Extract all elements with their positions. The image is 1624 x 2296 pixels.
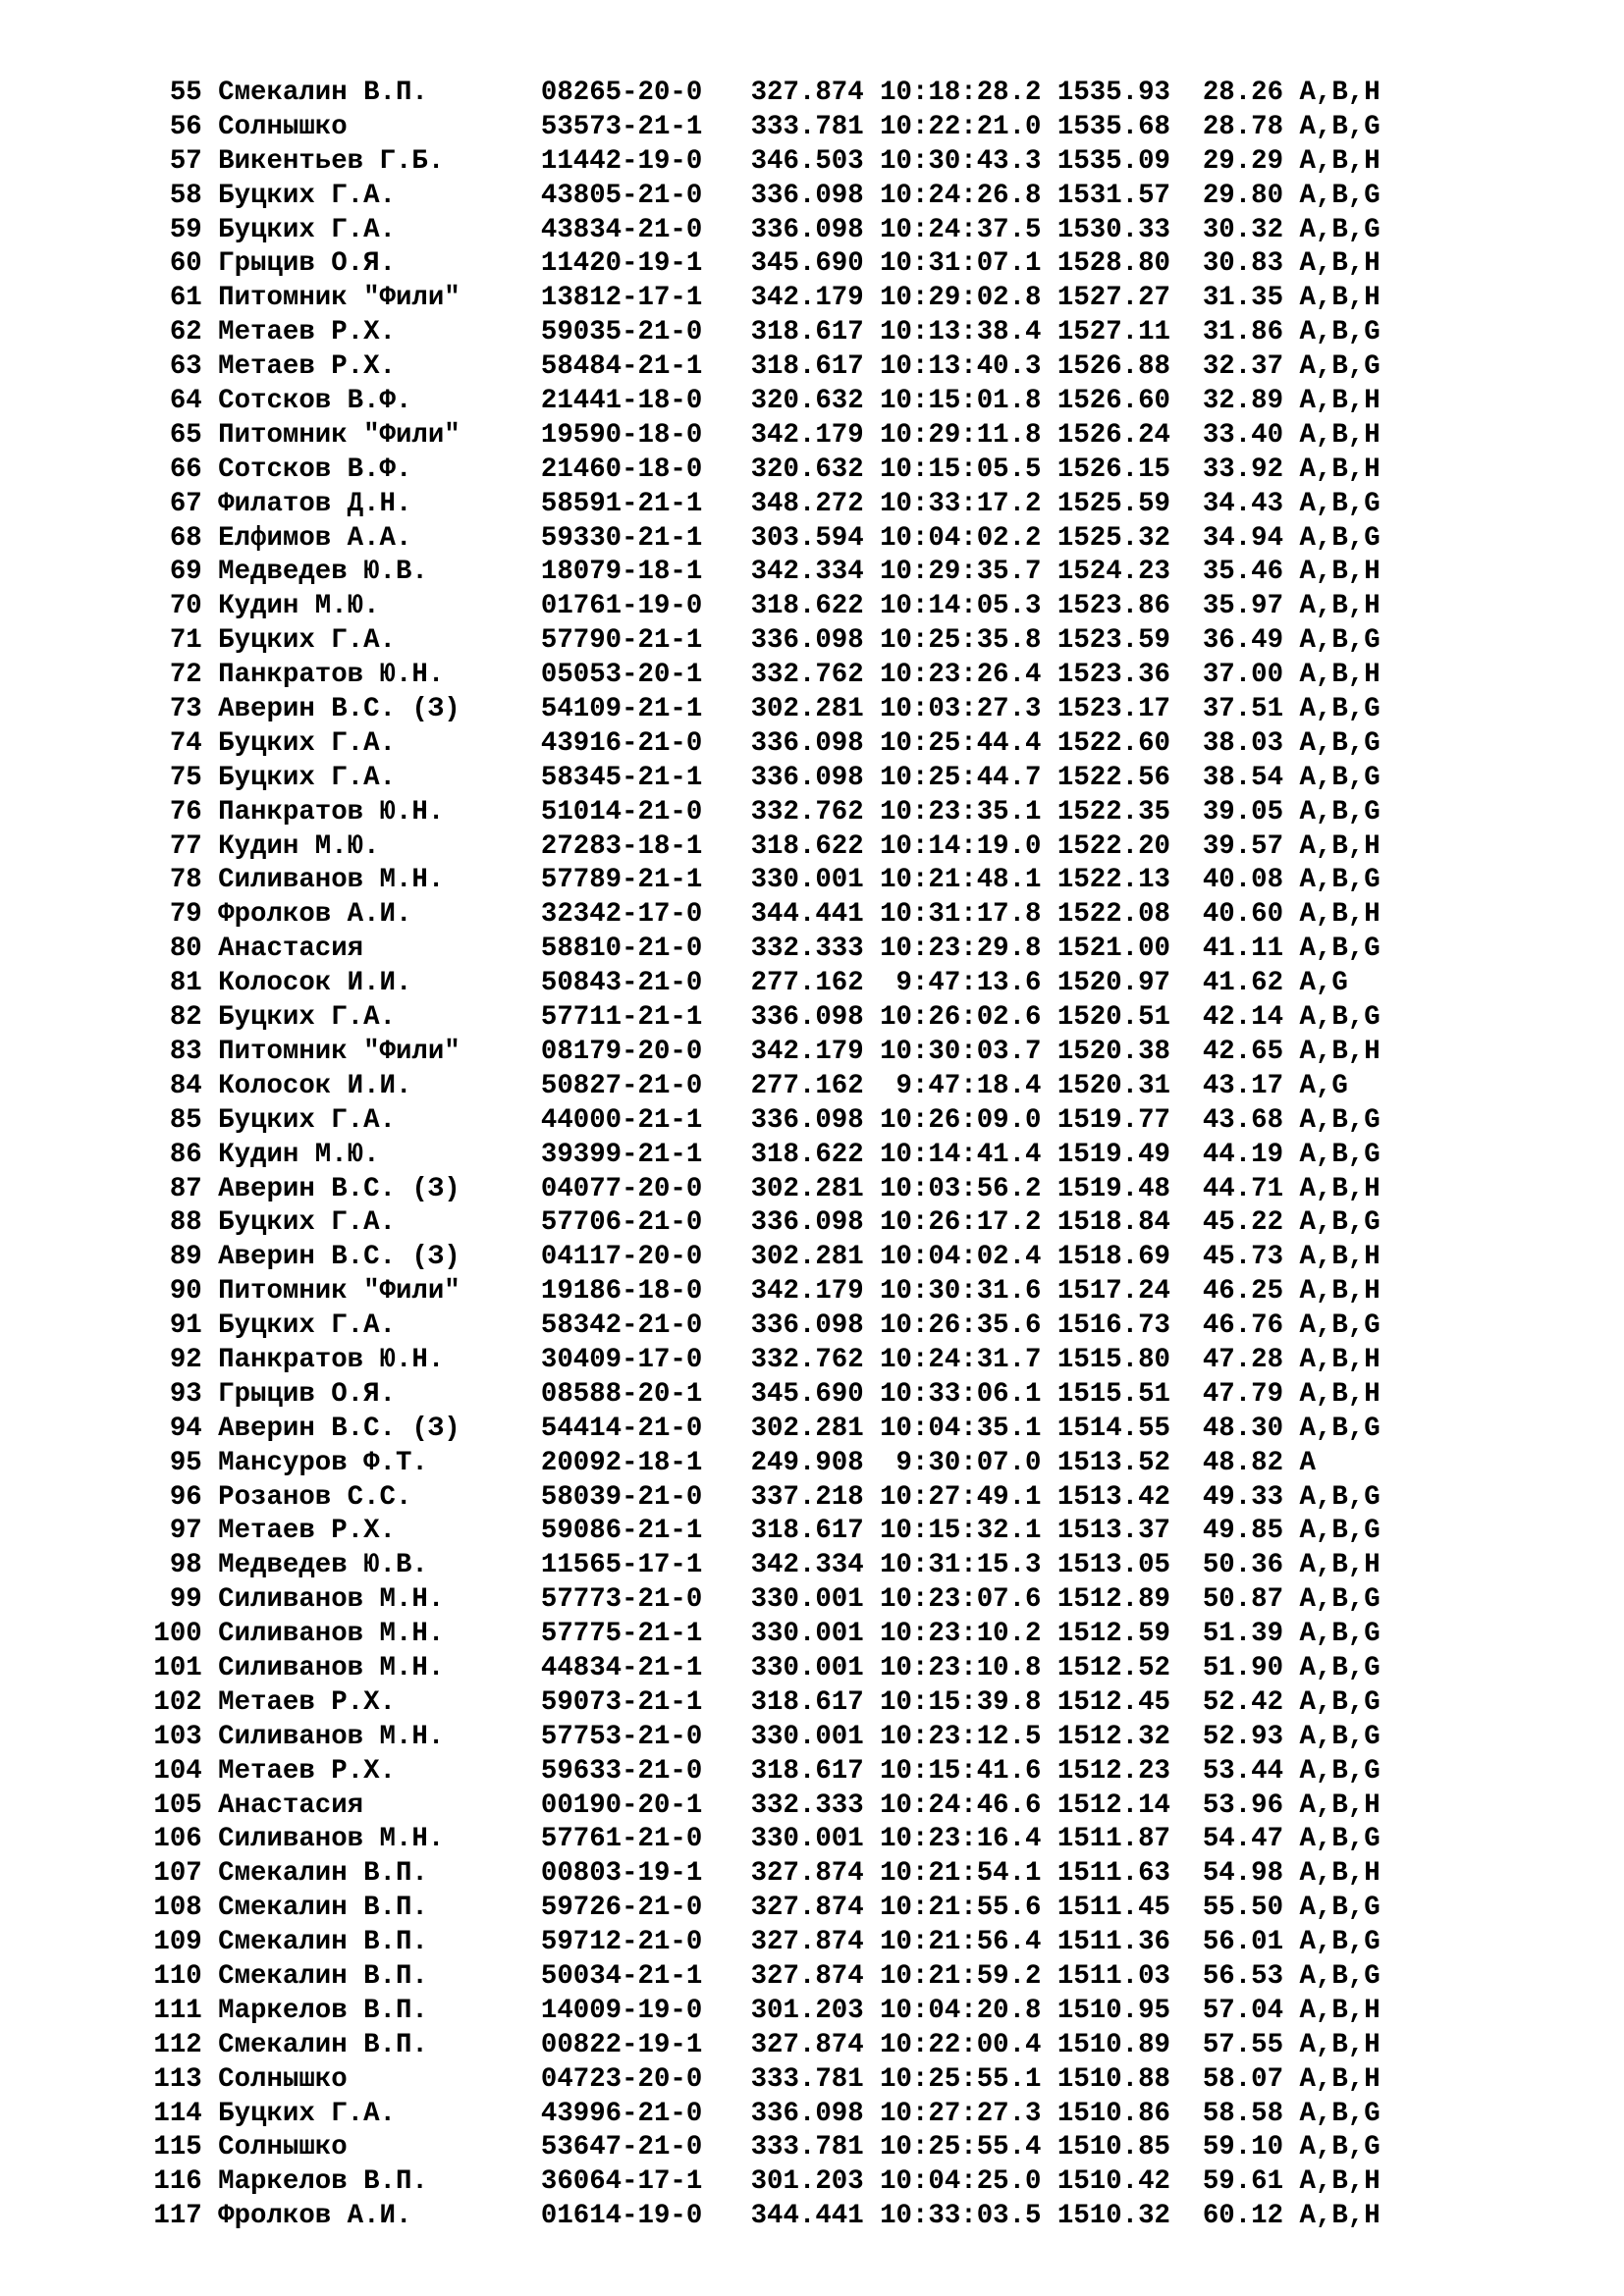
table-row: 73 Аверин В.С. (З) 54109-21-1 302.281 10:03:27.3 1523.17 37.51 A,B,G: [137, 694, 1380, 725]
table-row: 76 Панкратов Ю.Н. 51014-21-0 332.762 10:23:35.1 1522.35 39.05 A,B,G: [137, 796, 1380, 828]
table-row: 66 Сотсков В.Ф. 21460-18-0 320.632 10:15:05.5 1526.15 33.92 A,B,H: [137, 454, 1380, 485]
table-row: 79 Фролков А.И. 32342-17-0 344.441 10:31:17.8 1522.08 40.60 A,B,H: [137, 899, 1380, 931]
table-row: 97 Метаев Р.Х. 59086-21-1 318.617 10:15:32.1 1513.37 49.85 A,B,G: [137, 1516, 1380, 1547]
table-row: 84 Колосок И.И. 50827-21-0 277.162 9:47:18.4 1520.31 43.17 A,G: [137, 1070, 1348, 1101]
table-row: 106 Силиванов М.Н. 57761-21-0 330.001 10:23:16.4 1511.87 54.47 A,B,G: [137, 1824, 1380, 1855]
table-row: 112 Смекалин В.П. 00822-19-1 327.874 10:22:00.4 1510.89 57.55 A,B,H: [137, 2029, 1380, 2060]
table-row: 80 Анастасия 58810-21-0 332.333 10:23:29.8 1521.00 41.11 A,B,G: [137, 934, 1380, 965]
table-row: 57 Викентьев Г.Б. 11442-19-0 346.503 10:30:43.3 1535.09 29.29 A,B,H: [137, 145, 1380, 177]
table-row: 90 Питомник "Фили" 19186-18-0 342.179 10:30:31.6 1517.24 46.25 A,B,H: [137, 1276, 1380, 1308]
table-row: 65 Питомник "Фили" 19590-18-0 342.179 10:29:11.8 1526.24 33.40 A,B,H: [137, 419, 1380, 451]
table-row: 68 Елфимов А.А. 59330-21-1 303.594 10:04:02.2 1525.32 34.94 A,B,G: [137, 522, 1380, 554]
table-row: 64 Сотсков В.Ф. 21441-18-0 320.632 10:15:01.8 1526.60 32.89 A,B,H: [137, 386, 1380, 417]
table-row: 67 Филатов Д.Н. 58591-21-1 348.272 10:33:17.2 1525.59 34.43 A,B,G: [137, 488, 1380, 519]
table-row: 109 Смекалин В.П. 59712-21-0 327.874 10:21:56.4 1511.36 56.01 A,B,G: [137, 1927, 1380, 1958]
table-row: 102 Метаев Р.Х. 59073-21-1 318.617 10:15:39.8 1512.45 52.42 A,B,G: [137, 1686, 1380, 1718]
table-row: 117 Фролков А.И. 01614-19-0 344.441 10:33:03.5 1510.32 60.12 A,B,H: [137, 2201, 1380, 2232]
table-row: 78 Силиванов М.Н. 57789-21-1 330.001 10:21:48.1 1522.13 40.08 A,B,G: [137, 865, 1380, 896]
table-row: 111 Маркелов В.П. 14009-19-0 301.203 10:04:20.8 1510.95 57.04 A,B,H: [137, 1995, 1380, 2026]
table-row: 55 Смекалин В.П. 08265-20-0 327.874 10:18:28.2 1535.93 28.26 A,B,H: [137, 78, 1380, 108]
table-row: 75 Буцких Г.А. 58345-21-1 336.098 10:25:44.7 1522.56 38.54 A,B,G: [137, 762, 1380, 793]
table-row: 60 Грыцив О.Я. 11420-19-1 345.690 10:31:07.1 1528.80 30.83 A,B,H: [137, 248, 1380, 280]
table-row: 100 Силиванов М.Н. 57775-21-1 330.001 10:23:10.2 1512.59 51.39 A,B,G: [137, 1619, 1380, 1650]
table-row: 99 Силиванов М.Н. 57773-21-0 330.001 10:23:07.6 1512.89 50.87 A,B,G: [137, 1584, 1380, 1616]
table-row: 62 Метаев Р.Х. 59035-21-0 318.617 10:13:38.4 1527.11 31.86 A,B,G: [137, 317, 1380, 348]
table-row: 56 Солнышко 53573-21-1 333.781 10:22:21.0 1535.68 28.78 A,B,G: [137, 111, 1380, 142]
table-row: 81 Колосок И.И. 50843-21-0 277.162 9:47:13.6 1520.97 41.62 A,G: [137, 968, 1348, 999]
table-row: 70 Кудин М.Ю. 01761-19-0 318.622 10:14:05.3 1523.86 35.97 A,B,H: [137, 591, 1380, 622]
table-row: 105 Анастасия 00190-20-1 332.333 10:24:46.6 1512.14 53.96 A,B,H: [137, 1789, 1380, 1821]
table-row: 63 Метаев Р.Х. 58484-21-1 318.617 10:13:40.3 1526.88 32.37 A,B,G: [137, 351, 1380, 383]
table-row: 77 Кудин М.Ю. 27283-18-1 318.622 10:14:19.0 1522.20 39.57 A,B,H: [137, 830, 1380, 862]
table-row: 59 Буцких Г.А. 43834-21-0 336.098 10:24:37.5 1530.33 30.32 A,B,G: [137, 214, 1380, 245]
table-row: 91 Буцких Г.А. 58342-21-0 336.098 10:26:35.6 1516.73 46.76 A,B,G: [137, 1310, 1380, 1342]
table-row: 86 Кудин М.Ю. 39399-21-1 318.622 10:14:41.4 1519.49 44.19 A,B,G: [137, 1139, 1380, 1170]
table-row: 101 Силиванов М.Н. 44834-21-1 330.001 10:23:10.8 1512.52 51.90 A,B,G: [137, 1652, 1380, 1683]
table-row: 114 Буцких Г.А. 43996-21-0 336.098 10:27:27.3 1510.86 58.58 A,B,G: [137, 2098, 1380, 2129]
table-row: 58 Буцких Г.А. 43805-21-0 336.098 10:24:26.8 1531.57 29.80 A,B,G: [137, 180, 1380, 211]
table-row: 61 Питомник "Фили" 13812-17-1 342.179 10:29:02.8 1527.27 31.35 A,B,H: [137, 283, 1380, 314]
table-row: 88 Буцких Г.А. 57706-21-0 336.098 10:26:17.2 1518.84 45.22 A,B,G: [137, 1207, 1380, 1239]
table-row: 71 Буцких Г.А. 57790-21-1 336.098 10:25:35.8 1523.59 36.49 A,B,G: [137, 625, 1380, 657]
table-row: 89 Аверин В.С. (З) 04117-20-0 302.281 10:04:02.4 1518.69 45.73 A,B,H: [137, 1242, 1380, 1273]
table-row: 83 Питомник "Фили" 08179-20-0 342.179 10:30:03.7 1520.38 42.65 A,B,H: [137, 1036, 1380, 1067]
table-row: 87 Аверин В.С. (З) 04077-20-0 302.281 10:03:56.2 1519.48 44.71 A,B,H: [137, 1173, 1380, 1204]
table-row: 115 Солнышко 53647-21-0 333.781 10:25:55.4 1510.85 59.10 A,B,G: [137, 2132, 1380, 2163]
table-row: 116 Маркелов В.П. 36064-17-1 301.203 10:04:25.0 1510.42 59.61 A,B,H: [137, 2166, 1380, 2198]
table-row: 98 Медведев Ю.В. 11565-17-1 342.334 10:31:15.3 1513.05 50.36 A,B,H: [137, 1550, 1380, 1581]
table-row: 85 Буцких Г.А. 44000-21-1 336.098 10:26:09.0 1519.77 43.68 A,B,G: [137, 1104, 1380, 1136]
table-row: 104 Метаев Р.Х. 59633-21-0 318.617 10:15:41.6 1512.23 53.44 A,B,G: [137, 1755, 1380, 1787]
table-row: 69 Медведев Ю.В. 18079-18-1 342.334 10:29:35.7 1524.23 35.46 A,B,H: [137, 557, 1380, 588]
table-row: 72 Панкратов Ю.Н. 05053-20-1 332.762 10:23:26.4 1523.36 37.00 A,B,H: [137, 660, 1380, 691]
table-row: 93 Грыцив О.Я. 08588-20-1 345.690 10:33:06.1 1515.51 47.79 A,B,H: [137, 1378, 1380, 1410]
table-row: 95 Мансуров Ф.Т. 20092-18-1 249.908 9:30:07.0 1513.52 48.82 A: [137, 1447, 1316, 1478]
table-row: 103 Силиванов М.Н. 57753-21-0 330.001 10:23:12.5 1512.32 52.93 A,B,G: [137, 1721, 1380, 1752]
table-row: 94 Аверин В.С. (З) 54414-21-0 302.281 10:04:35.1 1514.55 48.30 A,B,G: [137, 1413, 1380, 1444]
table-row: 92 Панкратов Ю.Н. 30409-17-0 332.762 10:24:31.7 1515.80 47.28 A,B,H: [137, 1344, 1380, 1375]
table-row: 82 Буцких Г.А. 57711-21-1 336.098 10:26:02.6 1520.51 42.14 A,B,G: [137, 1002, 1380, 1034]
table-row: 74 Буцких Г.А. 43916-21-0 336.098 10:25:44.4 1522.60 38.03 A,B,G: [137, 727, 1380, 759]
table-row: 96 Розанов С.С. 58039-21-0 337.218 10:27:49.1 1513.42 49.33 A,B,G: [137, 1481, 1380, 1513]
table-row: 107 Смекалин В.П. 00803-19-1 327.874 10:21:54.1 1511.63 54.98 A,B,H: [137, 1858, 1380, 1890]
table-row: 113 Солнышко 04723-20-0 333.781 10:25:55.1 1510.88 58.07 A,B,H: [137, 2063, 1380, 2095]
table-row: 110 Смекалин В.П. 50034-21-1 327.874 10:21:59.2 1511.03 56.53 A,B,G: [137, 1960, 1380, 1992]
results-table: [137, 77, 1380, 2234]
table-row: 108 Смекалин В.П. 59726-21-0 327.874 10:21:55.6 1511.45 55.50 A,B,G: [137, 1893, 1380, 1924]
